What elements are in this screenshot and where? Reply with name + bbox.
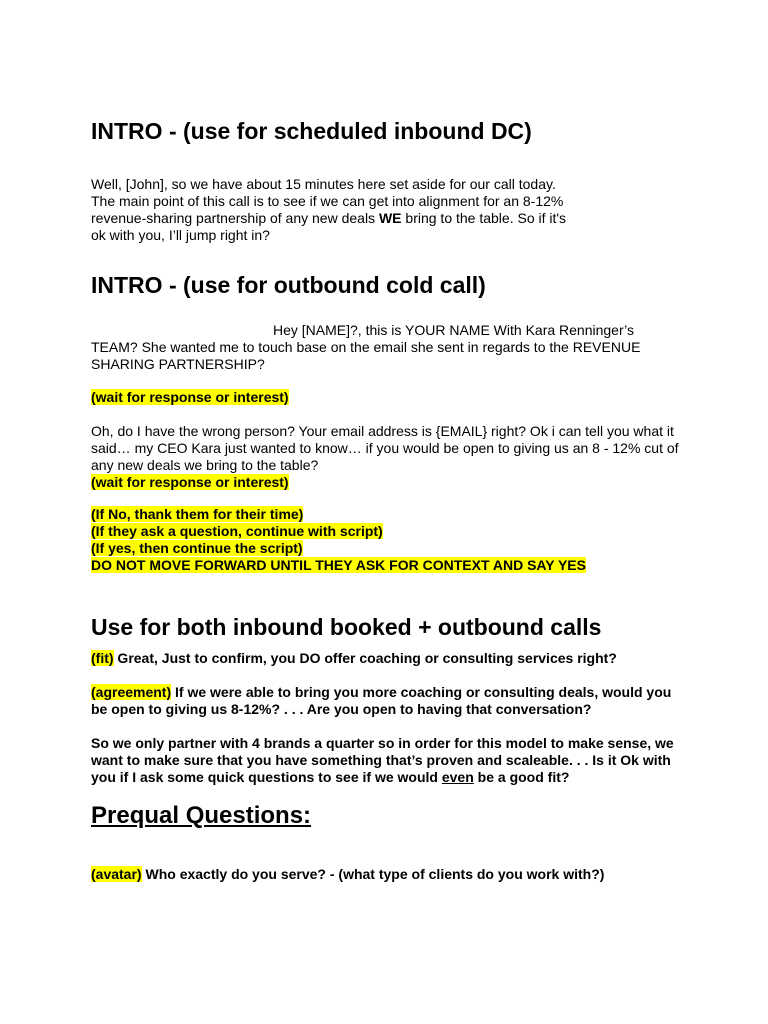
instruction-do-not-move-text: DO NOT MOVE FORWARD UNTIL THEY ASK FOR CONTEXT AND SAY YES [91,557,586,573]
intro-outbound-paragraph-2 [91,423,691,491]
fit-text: Great, Just to confirm, you DO offer coaching or consulting services right? [113,650,617,666]
partner-line-2: want to make sure that you have something that’s proven and scaleable. . . Is it Ok with [91,752,671,768]
agreement-line-2: be open to giving us 8-12%? . . . Are you open to having that conversation? [91,701,592,717]
fit-question [91,650,691,667]
line3-pre: revenue-sharing partnership of any new deals [91,210,379,226]
agreement-question [91,684,691,718]
instruction-question [91,523,691,540]
agreement-line-1 [91,684,691,701]
fit-tag: (fit) [91,650,114,666]
avatar-text: Who exactly do you serve? - (what type of clients do you work with?) [141,866,605,882]
outbound-line-3: SHARING PARTNERSHIP? [91,356,265,372]
intro-inbound-line-3 [91,210,691,227]
intro-outbound-paragraph-1 [91,322,691,373]
call-instructions [91,506,691,574]
partner-line-3-post: be a good fit? [473,769,570,785]
partner-line-1: So we only partner with 4 brands a quarter so in order for this model to make sense, we [91,735,674,751]
instruction-no-text: (If No, thank them for their time) [91,506,304,522]
instruction-do-not-move [91,557,691,574]
agreement-tag: (agreement) [91,684,172,700]
intro-inbound-line-2: The main point of this call is to see if we can get into alignment for an 8-12% [91,193,564,209]
fit-line [91,650,691,667]
we-emphasis: WE [378,210,402,226]
even-underlined: even [441,769,474,785]
wait-note-1-text: (wait for response or interest) [91,389,289,405]
outbound-p2-line-3: any new deals we bring to the table? [91,457,319,473]
outbound-line-2: TEAM? She wanted me to touch base on the email she sent in regards to the REVENUE [91,339,641,355]
agreement-text-1: If we were able to bring you more coaching or consulting deals, would you [171,684,672,700]
intro-inbound-line-1: Well, [John], so we have about 15 minutes here set aside for our call today. [91,176,556,192]
avatar-line [91,866,691,883]
instruction-no [91,506,691,523]
partner-line-3-pre: you if I ask some quick questions to see if we would [91,769,442,785]
partner-paragraph [91,735,691,786]
line3-post: bring to the table. So if it's [401,210,567,226]
partner-line-3 [91,769,691,786]
instruction-question-text: (If they ask a question, continue with script) [91,523,383,539]
both-calls-heading: Use for both inbound booked + outbound calls [91,614,602,640]
prequal-heading: Prequal Questions: [91,802,312,829]
outbound-p2-line-2: said… my CEO Kara just wanted to know… if you would be open to giving us an 8 - 12% cut of [91,440,679,456]
outbound-line-1: Hey [NAME]?, this is YOUR NAME With Kara Renninger’s [273,322,635,338]
instruction-yes-text: (If yes, then continue the script) [91,540,303,556]
intro-inbound-line-4: ok with you, I’ll jump right in? [91,227,270,243]
wait-note-1 [91,389,691,406]
intro-inbound-paragraph [91,176,691,244]
instruction-yes [91,540,691,557]
intro-outbound-heading: INTRO - (use for outbound cold call) [91,272,486,298]
wait-note-2 [91,474,691,491]
wait-note-2-text: (wait for response or interest) [91,474,289,490]
avatar-question [91,866,691,883]
avatar-tag: (avatar) [91,866,142,882]
outbound-p2-line-1: Oh, do I have the wrong person? Your email address is {EMAIL} right? Ok i can tell you what it [91,423,674,439]
intro-inbound-heading: INTRO - (use for scheduled inbound DC) [91,118,532,144]
